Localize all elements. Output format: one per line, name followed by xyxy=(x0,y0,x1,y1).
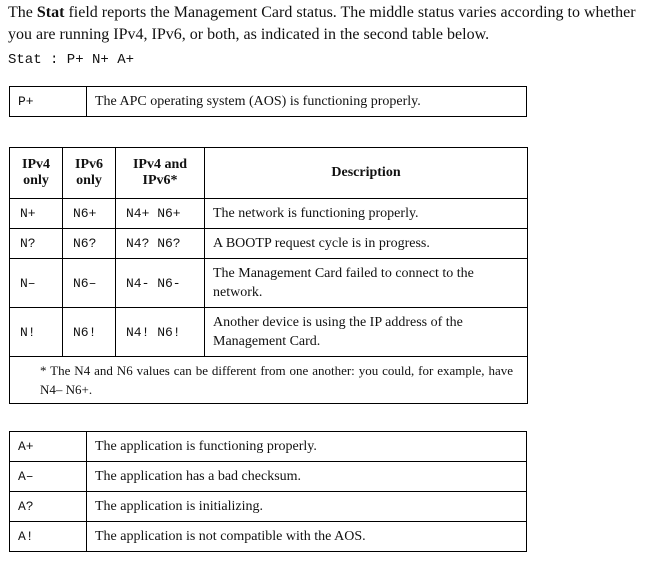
header-both-line2: IPv6* xyxy=(142,173,178,188)
ipv6-code: N6– xyxy=(63,259,116,308)
table-row xyxy=(10,199,528,229)
table-footnote: * The N4 and N6 values can be different from one another: you could, for example, have N4– N6+. xyxy=(10,357,528,404)
table-row xyxy=(10,492,527,522)
table-row xyxy=(10,229,528,259)
a-status-table xyxy=(9,431,527,552)
table-header-row xyxy=(10,148,528,199)
status-description: The application is initializing. xyxy=(87,492,527,522)
intro-suffix: field reports the Management Card status. The middle status varies according to whether you are running IPv4, IPv6, or both, as indicated in the second table below. xyxy=(8,4,636,43)
ipv4-code: N– xyxy=(10,259,63,308)
header-ipv4-and-ipv6 xyxy=(116,148,205,199)
intro-paragraph xyxy=(8,2,663,46)
description: The Management Card failed to connect to the network. xyxy=(205,259,528,308)
header-ipv4-line2: only xyxy=(23,173,49,188)
table-row xyxy=(10,462,527,492)
both-code: N4! N6! xyxy=(116,308,205,357)
header-ipv6-only xyxy=(63,148,116,199)
status-code: A– xyxy=(10,462,87,492)
header-ipv6-line1: IPv6 xyxy=(75,157,103,172)
status-code: P+ xyxy=(10,87,87,117)
status-code: A? xyxy=(10,492,87,522)
description: Another device is using the IP address of the Management Card. xyxy=(205,308,528,357)
ipv6-code: N6! xyxy=(63,308,116,357)
ipv4-code: N? xyxy=(10,229,63,259)
n-status-table xyxy=(9,147,528,404)
table-row xyxy=(10,308,528,357)
header-both-line1: IPv4 and xyxy=(132,157,188,172)
status-description: The APC operating system (AOS) is functioning properly. xyxy=(87,87,527,117)
both-code: N4+ N6+ xyxy=(116,199,205,229)
both-code: N4? N6? xyxy=(116,229,205,259)
header-ipv6-line2: only xyxy=(76,173,102,188)
status-description: The application is functioning properly. xyxy=(87,432,527,462)
description: The network is functioning properly. xyxy=(205,199,528,229)
ipv6-code: N6? xyxy=(63,229,116,259)
status-code: A+ xyxy=(10,432,87,462)
header-description: Description xyxy=(205,148,528,199)
ipv4-code: N+ xyxy=(10,199,63,229)
table-row xyxy=(10,259,528,308)
intro-bold-term: Stat xyxy=(36,4,65,21)
header-ipv4-only xyxy=(10,148,63,199)
description: A BOOTP request cycle is in progress. xyxy=(205,229,528,259)
ipv4-code: N! xyxy=(10,308,63,357)
table-row xyxy=(10,432,527,462)
header-ipv4-line1: IPv4 xyxy=(22,157,50,172)
status-description: The application is not compatible with the AOS. xyxy=(87,522,527,552)
ipv6-code: N6+ xyxy=(63,199,116,229)
stat-example-line: Stat : P+ N+ A+ xyxy=(8,52,135,68)
p-status-table xyxy=(9,86,527,117)
table-footnote-row xyxy=(10,357,528,404)
status-code: A! xyxy=(10,522,87,552)
intro-prefix: The xyxy=(8,4,37,21)
status-description: The application has a bad checksum. xyxy=(87,462,527,492)
both-code: N4- N6- xyxy=(116,259,205,308)
table-row xyxy=(10,522,527,552)
table-row xyxy=(10,87,527,117)
